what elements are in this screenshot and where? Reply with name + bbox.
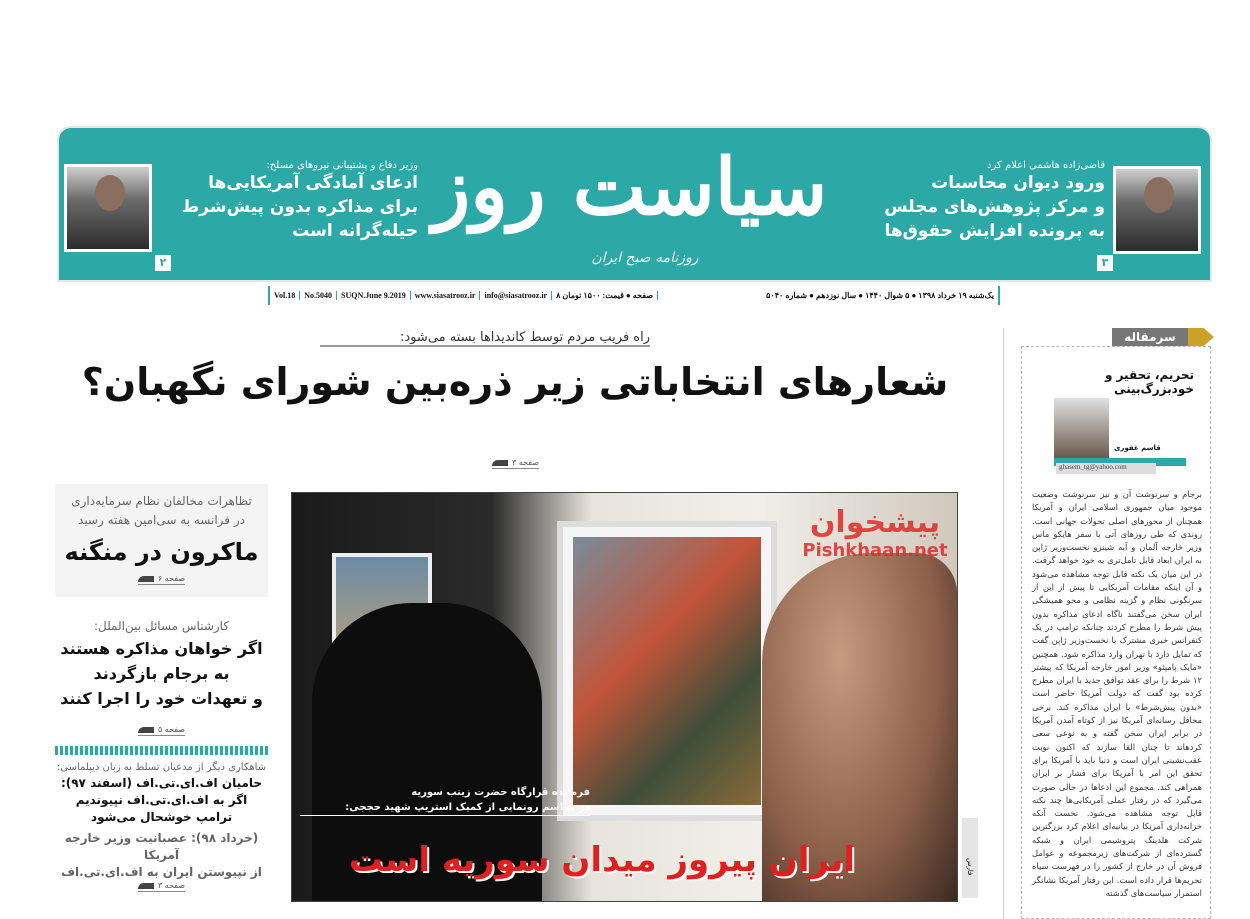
divider xyxy=(55,746,268,755)
teaser-title-line: به پرونده افزایش حقوق‌ها xyxy=(884,221,1105,241)
arrow-icon xyxy=(138,576,154,582)
main-kicker: راه فریب مردم توسط کاندیداها بسته می‌شود: xyxy=(320,330,650,347)
story-title-line: و تعهدات خود را اجرا کنند xyxy=(60,689,263,708)
teaser-title-line: ادعای آمادگی آمریکایی‌ها xyxy=(208,173,418,193)
page-ref[interactable] xyxy=(492,458,539,469)
page-ref-label: صفحه ۳ xyxy=(512,458,540,467)
story-macron[interactable] xyxy=(55,484,268,597)
website[interactable]: www.siasatrooz.ir xyxy=(411,291,481,300)
teaser-kicker: وزیر دفاع و پشتیبانی نیروهای مسلح: xyxy=(266,160,418,171)
page-ref[interactable] xyxy=(138,574,185,585)
arrow-icon xyxy=(138,883,154,889)
author-name: قاسم غفوری xyxy=(1114,444,1161,452)
editorial-column xyxy=(1003,328,1215,919)
watermark xyxy=(800,505,950,561)
story-jcpoa[interactable] xyxy=(55,617,268,736)
teaser-photo xyxy=(64,164,152,252)
story-sub: شاهکاری دیگر از مدعیان تسلط به زبان دیپلماسی: xyxy=(56,762,267,773)
teaser-title-line: و مرکز پژوهش‌های مجلس xyxy=(884,197,1105,217)
photo-caption xyxy=(300,785,590,816)
author-email[interactable]: ghasem_tg@yahoo.com xyxy=(1056,463,1156,474)
watermark-fa: پیشخوان xyxy=(809,505,941,540)
story-sub: کارشناس مسائل بین‌الملل: xyxy=(93,619,230,633)
story-line: اگر به اف.ای.تی.اف نپیوندیم xyxy=(75,793,248,807)
story-line: ترامپ خوشحال می‌شود xyxy=(90,810,233,824)
watermark-en: Pishkhaan.net xyxy=(802,540,948,561)
editorial-body: برجام و سرنوشت آن و نیز سرنوشت وضعیت موجود میان جمهوری اسلامی ایران و آمریکا همچنان از محورهای اصلی تحولات جهانی است. روندی که طی روزهای آتی با سفر هایکو ماس وزیر خارجه آلمان و آبه شینزو نخست‌وزیر ژاپن به ایران ابعاد قابل تامل‌تری به خود خواهد گرفت. در این میان یک نکته قابل توجه مشاهده می‌شود و آن اینکه مقامات آمریکایی تا پیش از این از سرنگونی نظام و گزینه نظامی و محو همیشگی ایران سخن می‌گفتند ناگاه ادعای مذاکره بدون پیش شرط را مطرح کردند چنانکه ترامپ در یک کنفرانس خبری مشترک با نخست‌وزیر ژاپن گفت که تمایل دارد با تهران وارد مذاکره شود. همچنین «مایک پامپئو» وزیر امور خارجه آمریکا که پیشتر ۱۲ شرط را برای عقد توافق جدید با ایران مطرح کرده بود گفت که دولت آمریکا حاضر است «بدون پیش‌شرط» با ایران مذاکره کند. برخی محافل رسانه‌ای آمریکا نیز از کوتاه آمدن آمریکا در برابر ایران سخن گفته و به نوعی سعی کردهاند تا چنان القا سازند که اکنون نوبت عقب‌نشینی ایران است و دنیا باید با آمریکا برای تحقق این امر با آمریکا برای فشار بر ایران همراهی کند. مجموع این ادعاها در حالی صورت می‌گیرد که در رفتار عملی آمریکایی‌ها چند نکته قابل توجه مشاهده می‌شود. نخست آنکه خزانه‌داری آمریکا در بیانیه‌ای اعلام کرد بزرگترین شرکت هلدینگ پتروشیمی ایران و شبکه گسترده‌ای از شرکت‌های زیرمجموعه و عوامل فروش آن در خارج از کشور را در فهرست سیاه تحریم‌ها قرار داده است. این رفتار آمریکا نشانگر استمرار سیاست‌های گذشته xyxy=(1032,489,1202,898)
story-fatf[interactable] xyxy=(55,761,268,892)
story-title-line: اگر خواهان مذاکره هستند xyxy=(60,639,263,658)
source-tag xyxy=(962,818,978,898)
author-photo xyxy=(1054,398,1109,458)
date-en: SUQN.June 9.2019 xyxy=(337,291,411,300)
arrow-icon xyxy=(138,727,154,733)
teaser-left[interactable] xyxy=(158,160,418,243)
photo-headline: ایران پیروز میدان سوریه است xyxy=(348,840,856,880)
date-fa: یک‌شنبه ۱۹ خرداد ۱۳۹۸ ● ۵ شوال ۱۴۴۰ ● سال نوزدهم ● شماره ۵۰۴۰ xyxy=(766,291,994,300)
teaser-right[interactable] xyxy=(850,160,1105,243)
tag-arrow-icon xyxy=(1188,328,1214,346)
page-ref[interactable] xyxy=(138,881,185,892)
newspaper-logo: سیاست روز xyxy=(432,142,828,233)
teaser-title-line: ورود دیوان محاسبات xyxy=(931,173,1105,193)
teaser-photo xyxy=(1113,166,1201,254)
editorial-tag: سرمقاله xyxy=(1112,328,1188,346)
issue-number: No.5040 xyxy=(300,291,337,300)
story-title-line: به برجام بازگردند xyxy=(93,664,230,683)
teaser-title-line: حیله‌گرانه است xyxy=(292,221,418,241)
caption-line: فرمانده قرارگاه حضرت زینب سوریه xyxy=(411,787,590,798)
issue-info-bar xyxy=(268,286,1000,305)
teaser-page-number: ۳ xyxy=(1097,255,1113,271)
comic-poster xyxy=(557,521,777,821)
story-line: (خرداد ۹۸): عصبانیت وزیر خارجه آمریکا xyxy=(64,831,259,862)
editorial-title[interactable]: تحریم، تحقیر و خودبزرگ‌بینی xyxy=(1104,368,1194,396)
story-line: حامیان اف.ای.تی.اف (اسفند ۹۷): xyxy=(60,776,263,790)
logo-subtitle: روزنامه صبح ایران xyxy=(591,250,699,266)
story-sub: تظاهرات مخالفان نظام سرمایه‌داری xyxy=(71,494,252,508)
caption-line: در مراسم رونمایی از کمیک استریپ شهید حججی: xyxy=(300,800,590,816)
email[interactable]: info@siasatrooz.ir xyxy=(480,291,552,300)
story-line: از نپیوستن ایران به اف.ای.تی.اف xyxy=(61,865,262,879)
arrow-icon xyxy=(492,460,508,466)
page-ref-label: صفحه ۶ xyxy=(157,574,186,583)
teaser-kicker: قاضی‌زاده هاشمی اعلام کرد xyxy=(987,160,1105,171)
page-ref-label: صفحه ۵ xyxy=(157,725,186,734)
volume: Vol.18 xyxy=(270,291,300,300)
left-column xyxy=(55,484,268,892)
price: ۸ صفحه ● قیمت: ۱۵۰۰ تومان xyxy=(552,291,658,300)
main-headline[interactable]: شعارهای انتخاباتی زیر ذره‌بین شورای نگهبان؟ xyxy=(81,360,949,404)
page-ref-label: صفحه ۳ xyxy=(157,881,186,890)
page-ref[interactable] xyxy=(138,725,185,736)
story-sub: در فرانسه به سی‌امین هفته رسید xyxy=(78,513,245,527)
story-title: ماکرون در منگنه xyxy=(64,538,259,566)
teaser-title-line: برای مذاکره بدون پیش‌شرط xyxy=(181,197,418,217)
teaser-page-number: ۲ xyxy=(155,255,171,271)
source-label: فارس xyxy=(966,858,974,876)
